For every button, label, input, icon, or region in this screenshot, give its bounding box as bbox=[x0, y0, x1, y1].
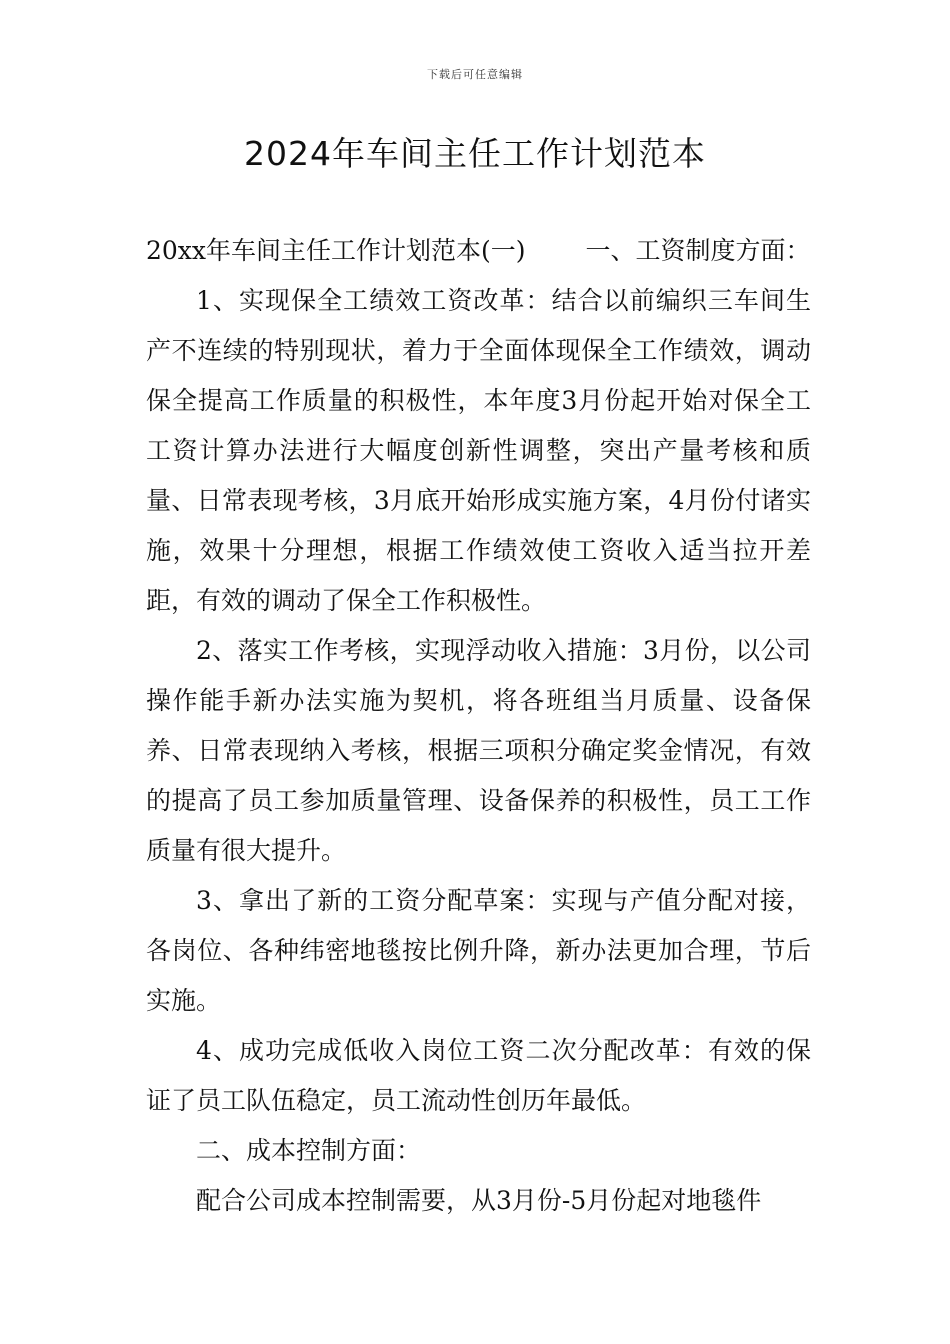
section-heading: 二、成本控制方面： bbox=[196, 1136, 422, 1165]
header-note: 下载后可任意编辑 bbox=[427, 68, 523, 81]
paragraph: 3、拿出了新的工资分配草案：实现与产值分配对接，各岗位、各种纬密地毯按比例升降，新办法更加合理，节后实施。 bbox=[146, 886, 811, 1015]
first-line-left: 20xx年车间主任工作计划范本(一) bbox=[146, 236, 526, 265]
document-body bbox=[146, 226, 811, 1226]
paragraph: 1、实现保全工绩效工资改革：结合以前编织三车间生产不连续的特别现状，着力于全面体现保全工作绩效，调动保全提高工作质量的积极性，本年度3月份起开始对保全工工资计算办法进行大幅度创新性调整，突出产量考核和质量、日常表现考核，3月底开始形成实施方案，4月份付诸实施，效果十分理想，根据工作绩效使工资收入适当拉开差距，有效的调动了保全工作积极性。 bbox=[146, 286, 811, 615]
first-line bbox=[146, 226, 811, 276]
paragraph: 配合公司成本控制需要，从3月份-5月份起对地毯件 bbox=[196, 1186, 762, 1215]
document-title: 2024年车间主任工作计划范本 bbox=[244, 134, 706, 173]
paragraph: 4、成功完成低收入岗位工资二次分配改革：有效的保证了员工队伍稳定，员工流动性创历年最低。 bbox=[146, 1036, 811, 1115]
first-line-right: 一、工资制度方面： bbox=[585, 236, 811, 265]
paragraph: 2、落实工作考核，实现浮动收入措施：3月份，以公司操作能手新办法实施为契机，将各班组当月质量、设备保养、日常表现纳入考核，根据三项积分确定奖金情况，有效的提高了员工参加质量管理、设备保养的积极性，员工工作质量有很大提升。 bbox=[146, 636, 811, 865]
